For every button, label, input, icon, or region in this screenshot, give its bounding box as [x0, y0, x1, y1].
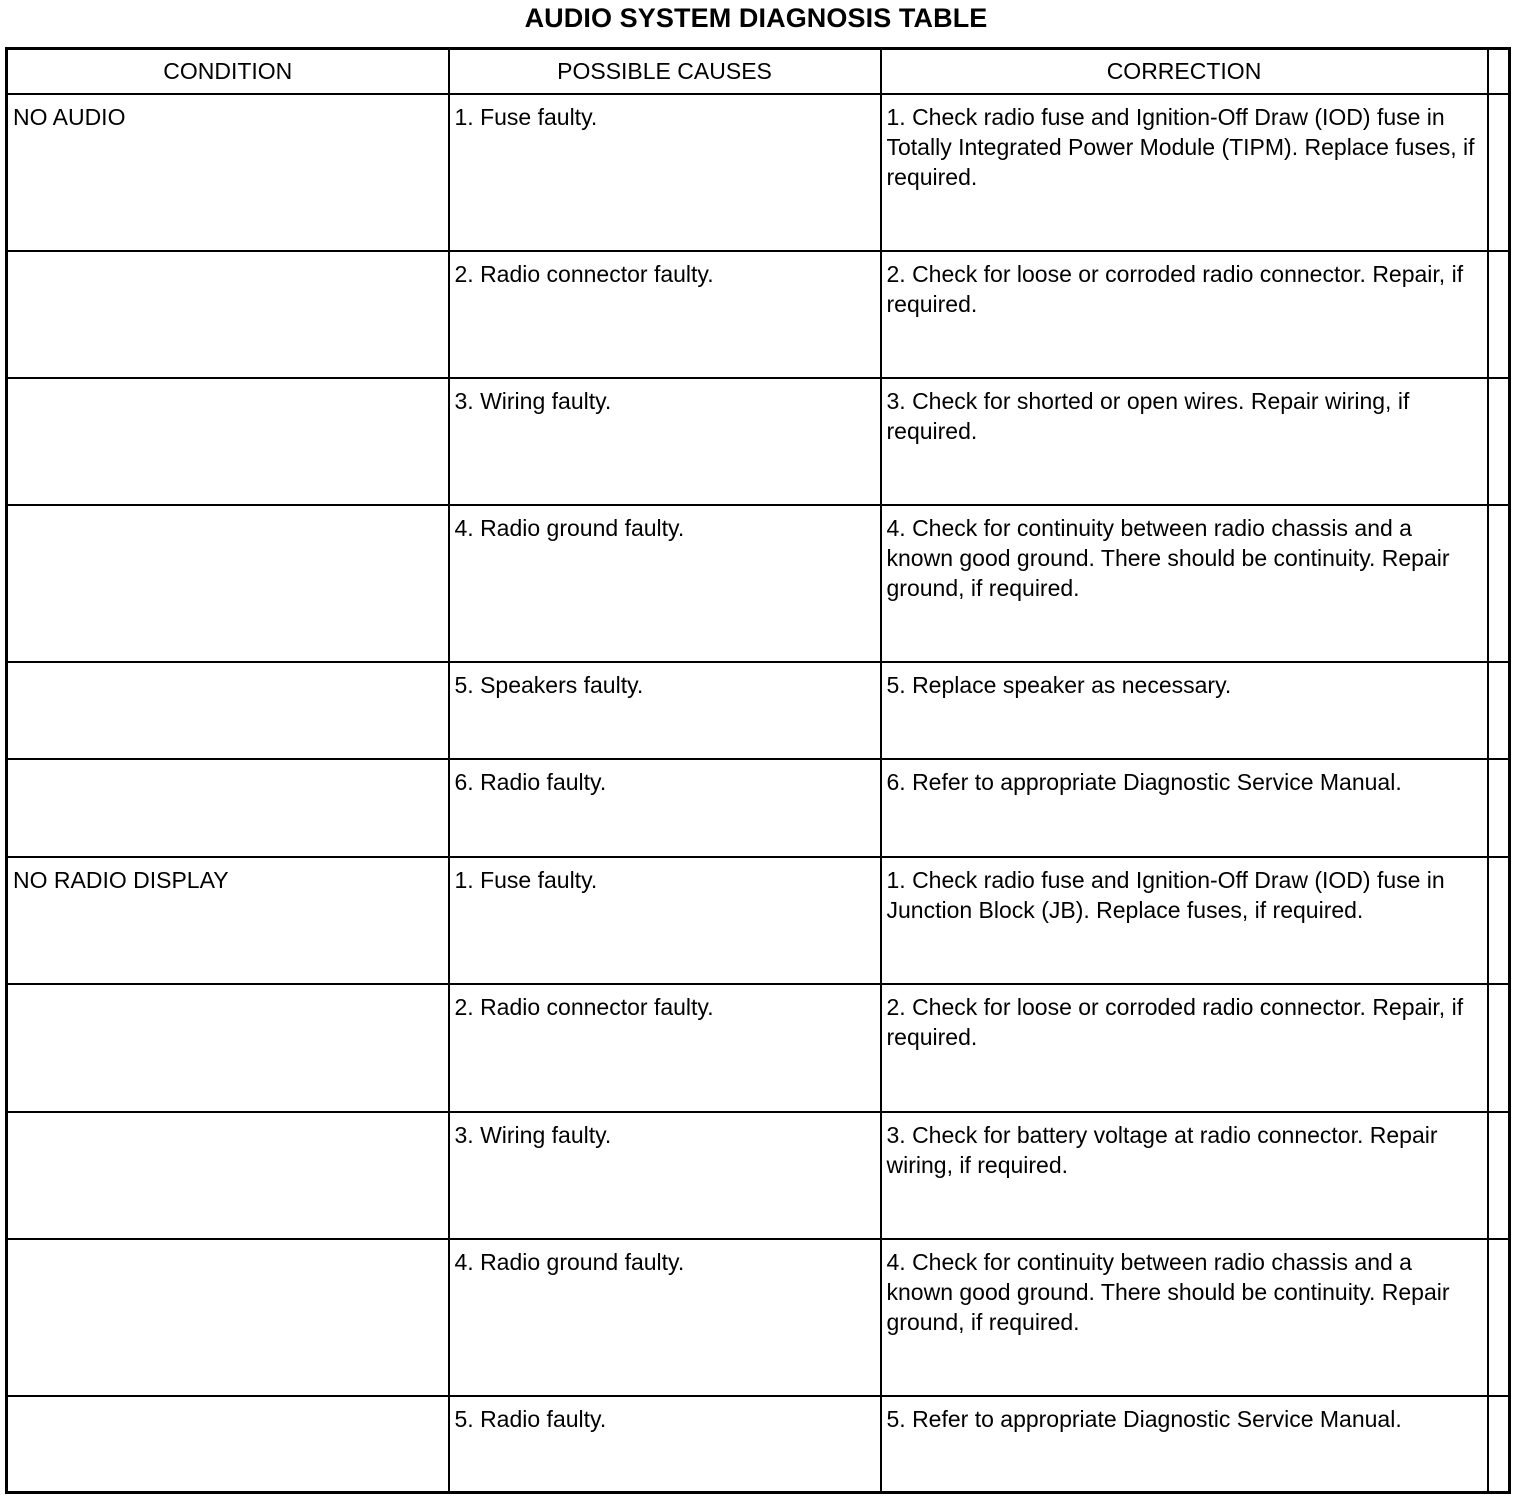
correction-cell: 3. Check for shorted or open wires. Repair wiring, if required.	[881, 378, 1488, 505]
condition-cell	[7, 378, 449, 505]
blank-cell	[1488, 1112, 1510, 1239]
condition-cell	[7, 662, 449, 759]
cause-cell: 4. Radio ground faulty.	[449, 505, 881, 662]
cause-cell: 2. Radio connector faulty.	[449, 251, 881, 378]
cause-cell: 4. Radio ground faulty.	[449, 1239, 881, 1396]
table-row	[7, 759, 1510, 857]
correction-cell: 5. Replace speaker as necessary.	[881, 662, 1488, 759]
condition-cell	[7, 984, 449, 1112]
blank-cell	[1488, 1396, 1510, 1493]
correction-cell: 1. Check radio fuse and Ignition-Off Draw (IOD) fuse in Junction Block (JB). Replace fuses, if required.	[881, 857, 1488, 984]
correction-cell: 2. Check for loose or corroded radio connector. Repair, if required.	[881, 251, 1488, 378]
condition-cell: NO AUDIO	[7, 94, 449, 251]
blank-cell	[1488, 857, 1510, 984]
table-row	[7, 251, 1510, 378]
table-row	[7, 984, 1510, 1112]
blank-cell	[1488, 662, 1510, 759]
condition-cell	[7, 759, 449, 857]
table-row	[7, 378, 1510, 505]
table-row	[7, 505, 1510, 662]
column-header-condition: CONDITION	[7, 49, 449, 94]
correction-cell: 2. Check for loose or corroded radio connector. Repair, if required.	[881, 984, 1488, 1112]
correction-cell: 1. Check radio fuse and Ignition-Off Draw (IOD) fuse in Totally Integrated Power Module (TIPM). Replace fuses, if required.	[881, 94, 1488, 251]
blank-cell	[1488, 251, 1510, 378]
table-row	[7, 1396, 1510, 1493]
condition-cell: NO RADIO DISPLAY	[7, 857, 449, 984]
correction-cell: 4. Check for continuity between radio chassis and a known good ground. There should be continuity. Repair ground, if required.	[881, 1239, 1488, 1396]
cause-cell: 5. Radio faulty.	[449, 1396, 881, 1493]
condition-cell	[7, 1396, 449, 1493]
column-header-blank	[1488, 49, 1510, 94]
correction-cell: 4. Check for continuity between radio chassis and a known good ground. There should be continuity. Repair ground, if required.	[881, 505, 1488, 662]
cause-cell: 1. Fuse faulty.	[449, 857, 881, 984]
header-row	[7, 49, 1510, 94]
table-row	[7, 1112, 1510, 1239]
blank-cell	[1488, 94, 1510, 251]
blank-cell	[1488, 378, 1510, 505]
correction-cell: 5. Refer to appropriate Diagnostic Service Manual.	[881, 1396, 1488, 1493]
table-row	[7, 857, 1510, 984]
cause-cell: 1. Fuse faulty.	[449, 94, 881, 251]
table-row	[7, 94, 1510, 251]
condition-cell	[7, 251, 449, 378]
correction-cell: 3. Check for battery voltage at radio connector. Repair wiring, if required.	[881, 1112, 1488, 1239]
condition-cell	[7, 505, 449, 662]
blank-cell	[1488, 505, 1510, 662]
cause-cell: 5. Speakers faulty.	[449, 662, 881, 759]
page-title: AUDIO SYSTEM DIAGNOSIS TABLE	[524, 3, 988, 33]
table-row	[7, 662, 1510, 759]
diagnosis-table	[5, 47, 1511, 1494]
blank-cell	[1488, 759, 1510, 857]
cause-cell: 3. Wiring faulty.	[449, 378, 881, 505]
column-header-correction: CORRECTION	[881, 49, 1488, 94]
table-row	[7, 1239, 1510, 1396]
condition-cell	[7, 1239, 449, 1396]
cause-cell: 3. Wiring faulty.	[449, 1112, 881, 1239]
column-header-possible-causes: POSSIBLE CAUSES	[449, 49, 881, 94]
blank-cell	[1488, 1239, 1510, 1396]
cause-cell: 6. Radio faulty.	[449, 759, 881, 857]
cause-cell: 2. Radio connector faulty.	[449, 984, 881, 1112]
correction-cell: 6. Refer to appropriate Diagnostic Service Manual.	[881, 759, 1488, 857]
condition-cell	[7, 1112, 449, 1239]
blank-cell	[1488, 984, 1510, 1112]
